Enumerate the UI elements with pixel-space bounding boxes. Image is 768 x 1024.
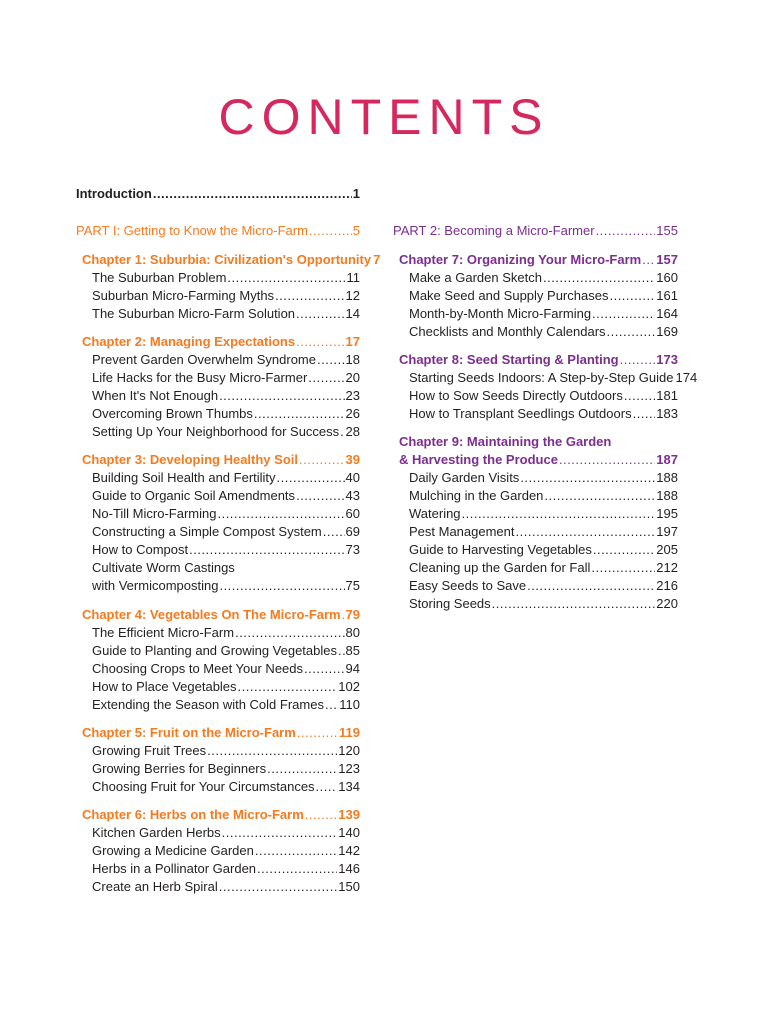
toc-entry[interactable]: When It's Not Enough ..... 23 — [76, 387, 360, 405]
toc-entry[interactable]: Building Soil Health and Fertility ..... 40 — [76, 469, 360, 487]
toc-entry[interactable]: Growing Fruit Trees ..... 120 — [76, 742, 360, 760]
toc-entry[interactable]: No-Till Micro-Farming ..... 60 — [76, 505, 360, 523]
toc-entry[interactable]: Mulching in the Garden ..... 188 — [393, 487, 678, 505]
toc-part-1[interactable]: PART I: Getting to Know the Micro-Farm ..... 5 — [76, 222, 360, 240]
toc-entry[interactable]: Setting Up Your Neighborhood for Success ..... 28 — [76, 423, 360, 441]
toc-entry[interactable]: How to Place Vegetables ..... 102 — [76, 678, 360, 696]
toc-entry-line1[interactable]: Cultivate Worm Castings — [92, 560, 235, 575]
toc-entry[interactable]: Growing Berries for Beginners ..... 123 — [76, 760, 360, 778]
toc-chapter-7[interactable]: Chapter 7: Organizing Your Micro-Farm ..... 157 — [393, 251, 678, 269]
toc-entry[interactable]: Pest Management ..... 197 — [393, 523, 678, 541]
toc-entry[interactable]: Guide to Planting and Growing Vegetables ..... 85 — [76, 642, 360, 660]
toc-entry[interactable]: Choosing Fruit for Your Circumstances ..... 134 — [76, 778, 360, 796]
toc-entry[interactable]: How to Transplant Seedlings Outdoors ..... 183 — [393, 405, 678, 423]
toc-entry[interactable]: Starting Seeds Indoors: A Step-by-Step Guide 174 — [409, 370, 698, 385]
toc-entry[interactable]: Life Hacks for the Busy Micro-Farmer ..... 20 — [76, 369, 360, 387]
toc-entry[interactable]: Guide to Organic Soil Amendments ..... 43 — [76, 487, 360, 505]
page-title: CONTENTS — [218, 89, 550, 145]
toc-entry-introduction[interactable]: Introduction ..... 1 — [76, 185, 360, 203]
toc-chapter-8[interactable]: Chapter 8: Seed Starting & Planting ..... 173 — [393, 351, 678, 369]
toc-entry[interactable]: with Vermicomposting ..... 75 — [76, 577, 360, 595]
toc-entry[interactable]: Prevent Garden Overwhelm Syndrome ..... 18 — [76, 351, 360, 369]
toc-entry[interactable]: Suburban Micro-Farming Myths ..... 12 — [76, 287, 360, 305]
toc-chapter-5[interactable]: Chapter 5: Fruit on the Micro-Farm ..... 119 — [76, 724, 360, 742]
toc-entry[interactable]: Kitchen Garden Herbs ..... 140 — [76, 824, 360, 842]
toc-entry[interactable]: Guide to Harvesting Vegetables ..... 205 — [393, 541, 678, 559]
toc-entry[interactable]: Checklists and Monthly Calendars ..... 169 — [393, 323, 678, 341]
toc-entry[interactable]: How to Sow Seeds Directly Outdoors ..... 181 — [393, 387, 678, 405]
toc-entry[interactable]: Month-by-Month Micro-Farming ..... 164 — [393, 305, 678, 323]
toc-entry[interactable]: Choosing Crops to Meet Your Needs ..... 94 — [76, 660, 360, 678]
toc-entry[interactable]: Growing a Medicine Garden ..... 142 — [76, 842, 360, 860]
toc-chapter-9-line1[interactable]: Chapter 9: Maintaining the Garden — [399, 434, 612, 449]
toc-entry[interactable]: Storing Seeds ..... 220 — [393, 595, 678, 613]
toc-entry[interactable]: Create an Herb Spiral ..... 150 — [76, 878, 360, 896]
toc-chapter-9[interactable]: & Harvesting the Produce ..... 187 — [393, 451, 678, 469]
toc-entry[interactable]: Overcoming Brown Thumbs ..... 26 — [76, 405, 360, 423]
toc-chapter-4[interactable]: Chapter 4: Vegetables On The Micro-Farm ..... 79 — [76, 606, 360, 624]
toc-entry[interactable]: How to Compost ..... 73 — [76, 541, 360, 559]
toc-chapter-6[interactable]: Chapter 6: Herbs on the Micro-Farm ..... 139 — [76, 806, 360, 824]
toc-chapter-1[interactable]: Chapter 1: Suburbia: Civilization's Opportunity 7 — [82, 252, 381, 267]
toc-entry[interactable]: Watering ..... 195 — [393, 505, 678, 523]
toc-entry[interactable]: Make a Garden Sketch ..... 160 — [393, 269, 678, 287]
toc-entry[interactable]: Cleaning up the Garden for Fall ..... 212 — [393, 559, 678, 577]
toc-part-2[interactable]: PART 2: Becoming a Micro-Farmer ..... 155 — [393, 222, 678, 240]
toc-chapter-2[interactable]: Chapter 2: Managing Expectations ..... 17 — [76, 333, 360, 351]
toc-entry[interactable]: Daily Garden Visits ..... 188 — [393, 469, 678, 487]
toc-entry[interactable]: Extending the Season with Cold Frames ..... 110 — [76, 696, 360, 714]
toc-entry[interactable]: Easy Seeds to Save ..... 216 — [393, 577, 678, 595]
toc-entry[interactable]: Constructing a Simple Compost System ..... 69 — [76, 523, 360, 541]
toc-entry[interactable]: The Efficient Micro-Farm ..... 80 — [76, 624, 360, 642]
toc-entry[interactable]: Make Seed and Supply Purchases ..... 161 — [393, 287, 678, 305]
toc-chapter-3[interactable]: Chapter 3: Developing Healthy Soil ..... 39 — [76, 451, 360, 469]
toc-entry[interactable]: The Suburban Micro-Farm Solution ..... 14 — [76, 305, 360, 323]
toc-entry[interactable]: Herbs in a Pollinator Garden ..... 146 — [76, 860, 360, 878]
toc-entry[interactable]: The Suburban Problem ..... 11 — [76, 269, 360, 287]
